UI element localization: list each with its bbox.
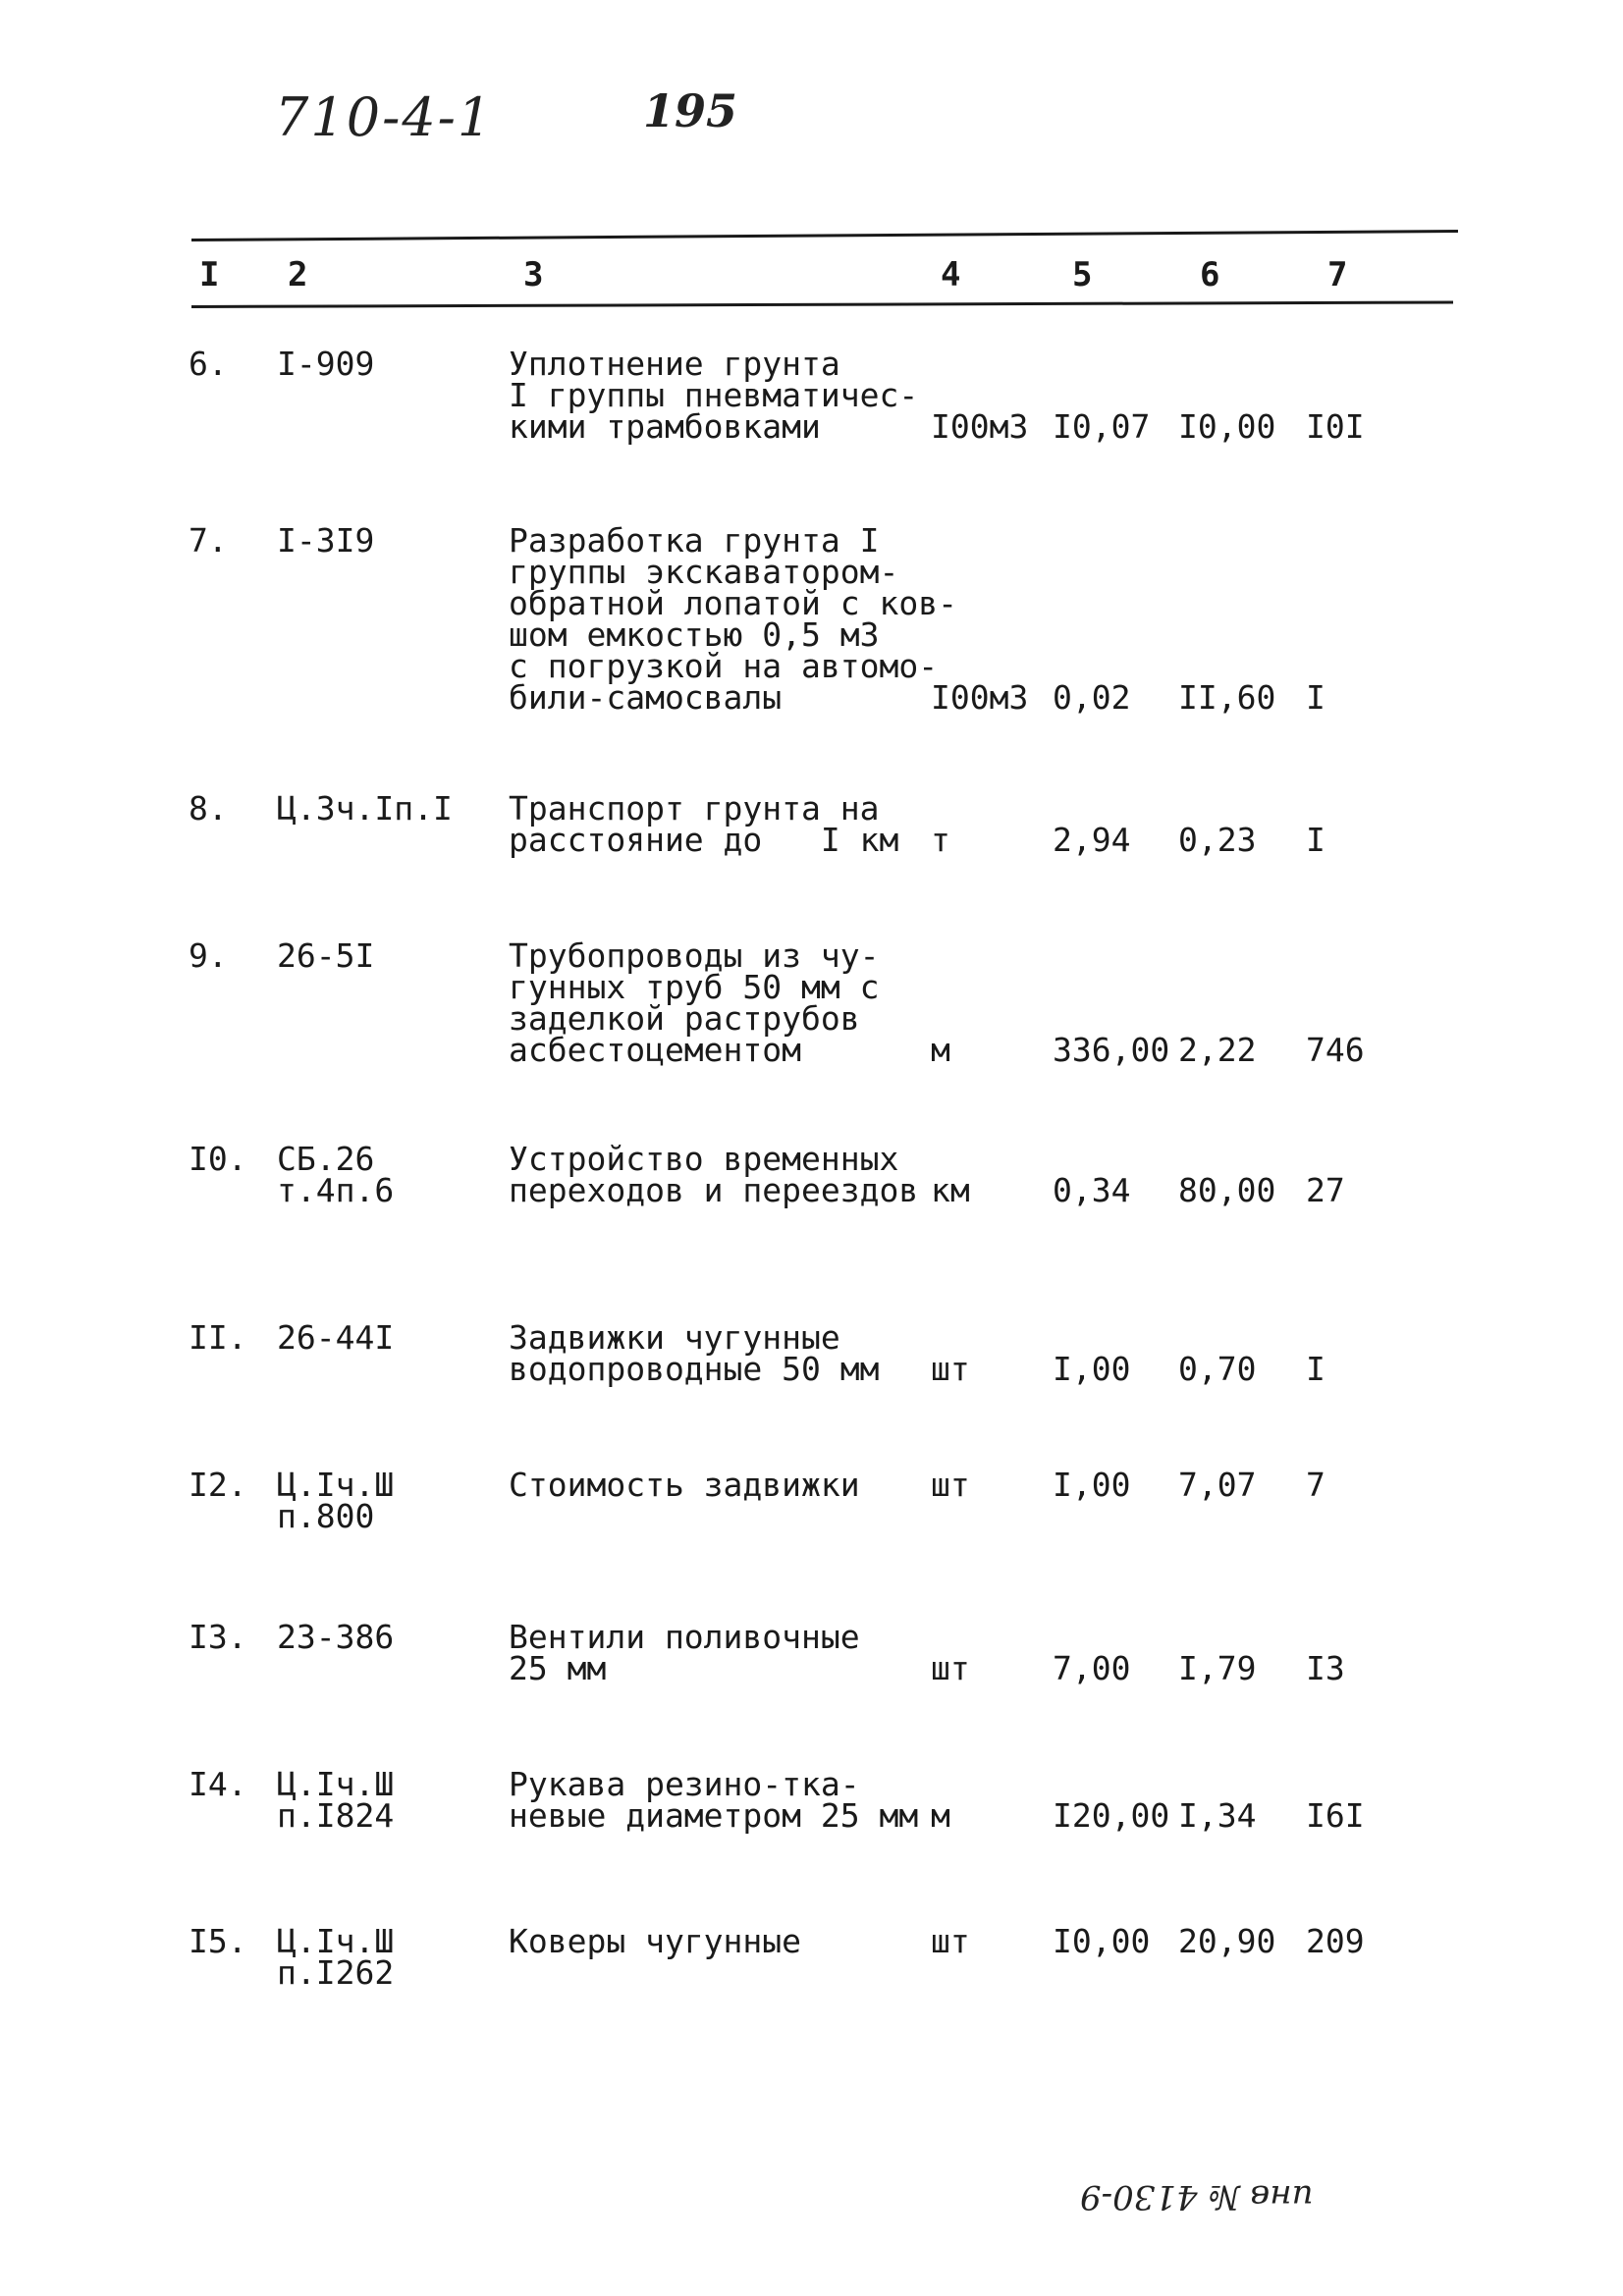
work-description-line: Устройство временных — [509, 1140, 899, 1178]
work-description-line: Вентили поливочные — [509, 1618, 860, 1656]
rate-code-line: Ц.3ч.Iп.I — [277, 789, 453, 828]
rate-code — [277, 1765, 395, 1835]
total-cost: I — [1306, 678, 1325, 717]
total-cost: 7 — [1306, 1466, 1325, 1504]
row-number: I4. — [189, 1765, 247, 1803]
column-header-6: 6 — [1200, 255, 1220, 294]
total-cost: I6I — [1306, 1796, 1365, 1835]
work-description — [509, 345, 919, 446]
rate-code-line: п.800 — [277, 1497, 375, 1535]
rate-code-line: СБ.26 — [277, 1140, 375, 1178]
rate-code-line: п.I262 — [277, 1953, 395, 1992]
unit: шт — [931, 1350, 970, 1388]
quantity: I,00 — [1053, 1350, 1131, 1388]
rate-code-line: 23-386 — [277, 1618, 395, 1656]
unit: м — [931, 1031, 950, 1069]
work-description — [509, 789, 899, 859]
rate-code — [277, 1466, 395, 1535]
rate-code-line: 26-5I — [277, 936, 375, 975]
rate-code-line: п.I824 — [277, 1796, 395, 1835]
quantity: 7,00 — [1053, 1649, 1131, 1687]
unit: км — [931, 1171, 970, 1209]
unit-price: 7,07 — [1178, 1466, 1257, 1504]
unit: т — [931, 821, 950, 859]
work-description — [509, 1318, 880, 1388]
total-cost: I3 — [1306, 1649, 1345, 1687]
row-number: 9. — [189, 936, 228, 975]
work-description — [509, 1765, 919, 1835]
total-cost: I — [1306, 821, 1325, 859]
work-description — [509, 936, 880, 1069]
work-description-line: расстояние до I км — [509, 821, 899, 859]
work-description-line: обратной лопатой с ков- — [509, 584, 957, 622]
work-description — [509, 521, 957, 717]
work-description-line: Транспорт грунта на — [509, 789, 880, 828]
work-description-line: Рукава резино-тка- — [509, 1765, 860, 1803]
work-description-line: кими трамбовками — [509, 407, 821, 446]
total-cost: 27 — [1306, 1171, 1345, 1209]
work-description-line: водопроводные 50 мм — [509, 1350, 880, 1388]
work-description-line: асбестоцементом — [509, 1031, 802, 1069]
page-number: 195 — [643, 84, 738, 137]
row-number: 7. — [189, 521, 228, 560]
work-description-line: Разработка грунта I — [509, 521, 880, 560]
work-description-line: невые диаметром 25 мм — [509, 1796, 919, 1835]
rate-code-line: Ц.Iч.Ш — [277, 1466, 395, 1504]
unit-price: I,34 — [1178, 1796, 1257, 1835]
work-description-line: с погрузкой на автомо- — [509, 647, 939, 685]
work-description-line: переходов и переездов — [509, 1171, 919, 1209]
rate-code — [277, 1922, 395, 1992]
total-cost: I0I — [1306, 407, 1365, 446]
column-header-1: I — [199, 255, 220, 294]
rate-code-line: Ц.Iч.Ш — [277, 1922, 395, 1960]
rate-code — [277, 936, 375, 975]
unit: I00м3 — [931, 407, 1029, 446]
rate-code-line: I-909 — [277, 345, 375, 383]
row-number: I2. — [189, 1466, 247, 1504]
rate-code — [277, 521, 375, 560]
quantity: 0,34 — [1053, 1171, 1131, 1209]
total-cost: 746 — [1306, 1031, 1365, 1069]
rate-code-line: I-3I9 — [277, 521, 375, 560]
unit-price: 80,00 — [1178, 1171, 1276, 1209]
column-header-4: 4 — [941, 255, 961, 294]
work-description — [509, 1466, 860, 1504]
table-header-rule — [191, 301, 1453, 308]
column-header-7: 7 — [1327, 255, 1348, 294]
unit: шт — [931, 1922, 970, 1960]
row-number: 6. — [189, 345, 228, 383]
work-description — [509, 1618, 860, 1687]
unit-price: II,60 — [1178, 678, 1276, 717]
unit-price: I,79 — [1178, 1649, 1257, 1687]
unit-price: 20,90 — [1178, 1922, 1276, 1960]
work-description-line: Трубопроводы из чу- — [509, 936, 880, 975]
work-description-line: Задвижки чугунные — [509, 1318, 840, 1357]
column-header-5: 5 — [1072, 255, 1093, 294]
unit: I00м3 — [931, 678, 1029, 717]
work-description-line: гунных труб 50 мм с — [509, 968, 880, 1006]
document-code: 710-4-1 — [275, 86, 494, 148]
total-cost: I — [1306, 1350, 1325, 1388]
quantity: 0,02 — [1053, 678, 1131, 717]
work-description — [509, 1140, 919, 1209]
row-number: I0. — [189, 1140, 247, 1178]
column-header-2: 2 — [288, 255, 308, 294]
total-cost: 209 — [1306, 1922, 1365, 1960]
work-description-line: 25 мм — [509, 1649, 607, 1687]
quantity: 336,00 — [1053, 1031, 1170, 1069]
work-description-line: группы экскаватором- — [509, 553, 899, 591]
work-description-line: I группы пневматичес- — [509, 376, 919, 414]
quantity: I0,07 — [1053, 407, 1151, 446]
row-number: I5. — [189, 1922, 247, 1960]
work-description-line: Уплотнение грунта — [509, 345, 840, 383]
unit-price: 0,70 — [1178, 1350, 1257, 1388]
row-number: 8. — [189, 789, 228, 828]
unit: шт — [931, 1466, 970, 1504]
unit-price: I0,00 — [1178, 407, 1276, 446]
quantity: I20,00 — [1053, 1796, 1170, 1835]
work-description-line: били-самосвалы — [509, 678, 783, 717]
unit-price: 0,23 — [1178, 821, 1257, 859]
quantity: I0,00 — [1053, 1922, 1151, 1960]
work-description-line: Коверы чугунные — [509, 1922, 802, 1960]
column-header-3: 3 — [523, 255, 544, 294]
table-top-rule — [191, 230, 1458, 241]
unit: шт — [931, 1649, 970, 1687]
rate-code-line: т.4п.6 — [277, 1171, 395, 1209]
inventory-note: инв № 4130-9 — [1080, 2177, 1314, 2216]
rate-code — [277, 1618, 395, 1656]
work-description — [509, 1922, 802, 1960]
rate-code — [277, 1318, 395, 1357]
rate-code — [277, 1140, 395, 1209]
row-number: I3. — [189, 1618, 247, 1656]
rate-code — [277, 789, 453, 828]
rate-code — [277, 345, 375, 383]
row-number: II. — [189, 1318, 247, 1357]
work-description-line: шом емкостью 0,5 м3 — [509, 615, 880, 654]
quantity: 2,94 — [1053, 821, 1131, 859]
unit-price: 2,22 — [1178, 1031, 1257, 1069]
rate-code-line: Ц.Iч.Ш — [277, 1765, 395, 1803]
rate-code-line: 26-44I — [277, 1318, 395, 1357]
work-description-line: Стоимость задвижки — [509, 1466, 860, 1504]
quantity: I,00 — [1053, 1466, 1131, 1504]
unit: м — [931, 1796, 950, 1835]
work-description-line: заделкой раструбов — [509, 999, 860, 1038]
